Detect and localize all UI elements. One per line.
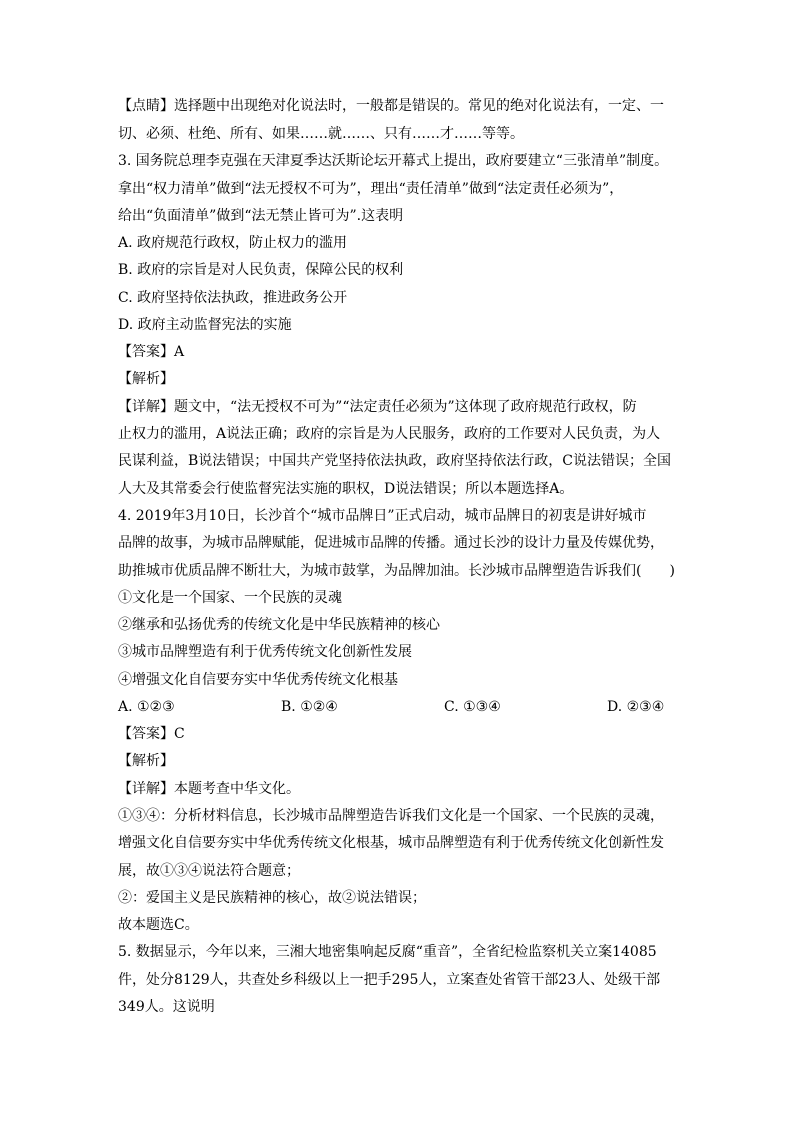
question-3-option-c: C. 政府坚持依法执政，推进政务公开 bbox=[118, 290, 348, 306]
question-4-line-1: 4. 2019年3月10日，长沙首个“城市品牌日”正式启动，城市品牌日的初衷是讲好城市 bbox=[118, 508, 647, 524]
question-4-option-d: D. ②③④ bbox=[607, 699, 665, 715]
question-4-statement-3: ③城市品牌塑造有利于优秀传统文化创新性发展 bbox=[118, 644, 412, 660]
analysis-3-heading: 【解析】 bbox=[118, 371, 174, 387]
question-4-line-2: 品牌的故事，为城市品牌赋能，促进城市品牌的传播。通过长沙的设计力量及传媒优势， bbox=[118, 535, 664, 551]
analysis-4-heading: 【解析】 bbox=[118, 753, 174, 769]
question-3-option-d: D. 政府主动监督宪法的实施 bbox=[118, 317, 292, 333]
tip-line-1: 【点睛】选择题中出现绝对化说法时，一般都是错误的。常见的绝对化说法有，一定、一 bbox=[118, 98, 664, 114]
question-4-line-3: 助推城市优质品牌不断壮大，为城市鼓掌，为品牌加油。长沙城市品牌塑造告诉我们( ) bbox=[118, 563, 675, 579]
question-3-line-1: 3. 国务院总理李克强在天津夏季达沃斯论坛开幕式上提出，政府要建立“三张清单”制度。 bbox=[118, 153, 669, 169]
detail-3-line-1: 【详解】题文中，“法无授权不可为”“法定责任必须为”这体现了政府规范行政权，防 bbox=[118, 399, 637, 415]
tip-line-2: 切、必须、杜绝、所有、如果……就……、只有……才……等等。 bbox=[118, 126, 524, 142]
detail-4-line-1: 【详解】本题考查中华文化。 bbox=[118, 781, 300, 797]
question-4-statement-1: ①文化是一个国家、一个民族的灵魂 bbox=[118, 590, 342, 606]
detail-3-line-4: 人大及其常委会行使监督宪法实施的职权，D说法错误；所以本题选择A。 bbox=[118, 481, 574, 497]
question-3-line-2: 拿出“权力清单”做到“法无授权不可为”，理出“责任清单”做到“法定责任必须为”， bbox=[118, 181, 624, 197]
detail-3-line-3: 民谋利益，B说法错误；中国共产党坚持依法执政，政府坚持依法行政，C说法错误；全国 bbox=[118, 453, 671, 469]
question-5-line-2: 件，处分8129人，共查处乡科级以上一把手295人，立案查处省管干部23人、处级干部 bbox=[118, 972, 661, 988]
detail-4-line-6: 故本题选C。 bbox=[118, 917, 199, 933]
question-4-statement-2: ②继承和弘扬优秀的传统文化是中华民族精神的核心 bbox=[118, 617, 440, 633]
question-5-line-3: 349人。这说明 bbox=[118, 999, 215, 1015]
question-4-option-b: B. ①②④ bbox=[281, 699, 338, 715]
question-4-statement-4: ④增强文化自信要夯实中华优秀传统文化根基 bbox=[118, 672, 398, 688]
detail-4-line-2: ①③④：分析材料信息，长沙城市品牌塑造告诉我们文化是一个国家、一个民族的灵魂， bbox=[118, 808, 664, 824]
question-3-line-3: 给出“负面清单”做到“法无禁止皆可为”.这表明 bbox=[118, 208, 404, 224]
question-5-line-1: 5. 数据显示，今年以来，三湘大地密集响起反腐“重音”，全省纪检监察机关立案14085 bbox=[118, 944, 657, 960]
question-4-option-a: A. ①②③ bbox=[118, 699, 175, 715]
answer-3: 【答案】A bbox=[118, 344, 185, 360]
detail-4-line-5: ②：爱国主义是民族精神的核心，故②说法错误； bbox=[118, 890, 426, 906]
question-3-option-a: A. 政府规范行政权，防止权力的滥用 bbox=[118, 235, 348, 251]
detail-4-line-4: 展，故①③④说法符合题意； bbox=[118, 863, 300, 879]
question-4-option-c: C. ①③④ bbox=[444, 699, 501, 715]
detail-3-line-2: 止权力的滥用，A说法正确；政府的宗旨是为人民服务，政府的工作要对人民负责，为人 bbox=[118, 426, 661, 442]
question-3-option-b: B. 政府的宗旨是对人民负责，保障公民的权利 bbox=[118, 262, 404, 278]
detail-4-line-3: 增强文化自信要夯实中华优秀传统文化根基，城市品牌塑造有利于优秀传统文化创新性发 bbox=[118, 835, 664, 851]
answer-4: 【答案】C bbox=[118, 726, 185, 742]
